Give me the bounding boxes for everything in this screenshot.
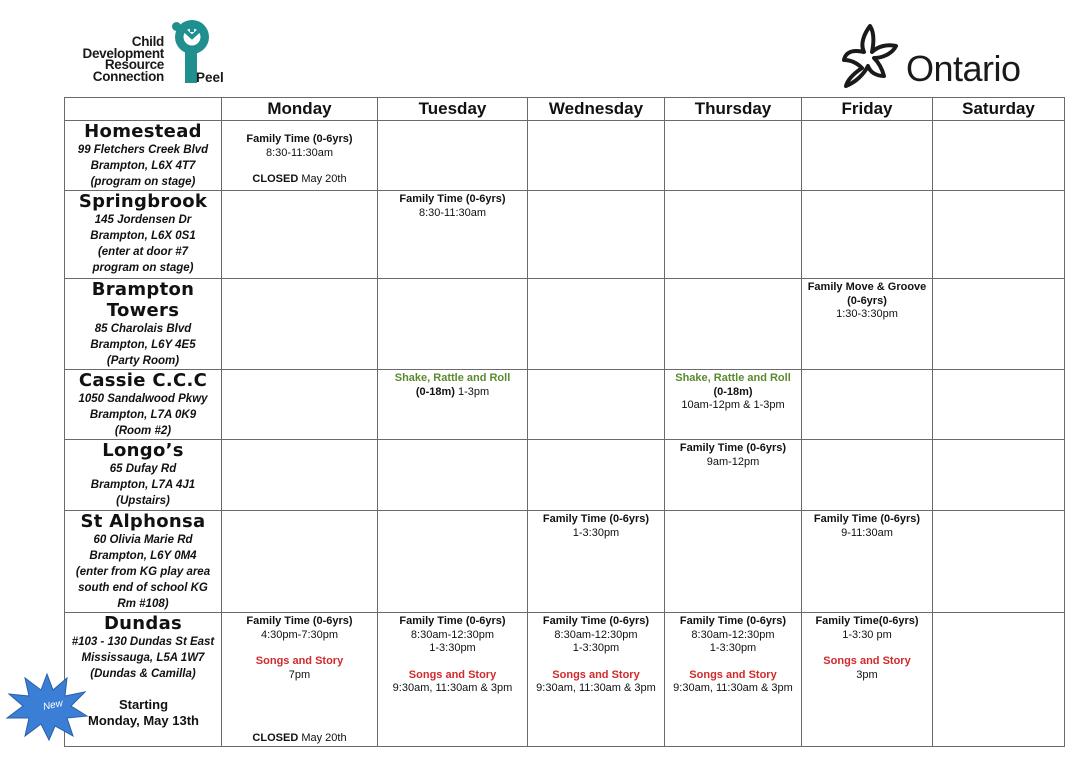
location-address: 65 Dufay Rd Brampton, L7A 4J1 (Upstairs) bbox=[90, 463, 196, 507]
empty-cell bbox=[528, 440, 665, 511]
empty-cell bbox=[378, 511, 528, 613]
location-st-alphonsa bbox=[65, 511, 222, 613]
event-cell: Family Time (0-6yrs) 4:30pm-7:30pm Songs and Story 7pm CLOSED May 20th bbox=[222, 613, 378, 747]
day-header-monday: Monday bbox=[222, 98, 378, 121]
event-cell: Family Time(0-6yrs) 1-3:30 pm Songs and Story 3pm bbox=[802, 613, 933, 747]
day-header-saturday: Saturday bbox=[933, 98, 1065, 121]
table-row bbox=[65, 191, 1065, 279]
empty-cell bbox=[528, 370, 665, 440]
empty-cell bbox=[665, 511, 802, 613]
empty-cell bbox=[802, 121, 933, 191]
empty-cell bbox=[933, 370, 1065, 440]
event-cell: Family Time (0-6yrs) 8:30-11:30am CLOSED May 20th bbox=[222, 121, 378, 191]
empty-cell bbox=[933, 613, 1065, 747]
location-name: Springbrook bbox=[78, 191, 208, 212]
empty-cell bbox=[802, 440, 933, 511]
table-row bbox=[65, 511, 1065, 613]
location-address: 85 Charolais Blvd Brampton, L6Y 4E5 (Party Room) bbox=[90, 323, 196, 367]
location-longos bbox=[65, 440, 222, 511]
header-row bbox=[65, 98, 1065, 121]
day-header-tuesday: Tuesday bbox=[378, 98, 528, 121]
empty-cell bbox=[378, 121, 528, 191]
location-address: #103 - 130 Dundas St East Mississauga, L5A 1W7 (Dundas & Camilla) bbox=[71, 636, 215, 680]
location-name: Brampton Towers bbox=[91, 279, 195, 321]
event-cell: Family Move & Groove (0-6yrs) 1:30-3:30pm bbox=[802, 279, 933, 370]
event-cell: Family Time (0-6yrs) 8:30am-12:30pm 1-3:30pm Songs and Story 9:30am, 11:30am & 3pm bbox=[378, 613, 528, 747]
empty-cell bbox=[802, 370, 933, 440]
event-cell: Family Time (0-6yrs) 1-3:30pm bbox=[528, 511, 665, 613]
event-cell: Family Time (0-6yrs) 8:30-11:30am bbox=[378, 191, 528, 279]
event-cell: Family Time (0-6yrs) 8:30am-12:30pm 1-3:30pm Songs and Story 9:30am, 11:30am & 3pm bbox=[665, 613, 802, 747]
table-row bbox=[65, 440, 1065, 511]
table-row bbox=[65, 121, 1065, 191]
empty-cell bbox=[933, 121, 1065, 191]
location-address: 1050 Sandalwood Pkwy Brampton, L7A 0K9 (Room #2) bbox=[78, 393, 208, 437]
location-address: 99 Fletchers Creek Blvd Brampton, L6X 4T7 (program on stage) bbox=[77, 144, 209, 188]
empty-cell bbox=[933, 191, 1065, 279]
empty-cell bbox=[528, 279, 665, 370]
location-address: 145 Jordensen Dr Brampton, L6X 0S1 (enter at door #7 program on stage) bbox=[90, 214, 196, 274]
day-header-wednesday: Wednesday bbox=[528, 98, 665, 121]
empty-cell bbox=[222, 191, 378, 279]
table-row bbox=[65, 370, 1065, 440]
empty-cell bbox=[378, 440, 528, 511]
cdrc-logo-peel: Peel bbox=[196, 70, 224, 85]
empty-cell bbox=[378, 279, 528, 370]
day-header-friday: Friday bbox=[802, 98, 933, 121]
event-cell: Shake, Rattle and Roll (0-18m) 1-3pm bbox=[378, 370, 528, 440]
ontario-logo bbox=[840, 20, 1040, 90]
table-row bbox=[65, 279, 1065, 370]
schedule-table bbox=[64, 97, 1065, 747]
empty-cell bbox=[222, 370, 378, 440]
ontario-wordmark: Ontario bbox=[906, 48, 1021, 89]
empty-cell bbox=[933, 279, 1065, 370]
empty-cell bbox=[802, 191, 933, 279]
empty-cell bbox=[222, 511, 378, 613]
event-cell: Shake, Rattle and Roll (0-18m) 10am-12pm & 1-3pm bbox=[665, 370, 802, 440]
event-cell: Family Time (0-6yrs) 8:30am-12:30pm 1-3:30pm Songs and Story 9:30am, 11:30am & 3pm bbox=[528, 613, 665, 747]
location-name: St Alphonsa bbox=[80, 511, 206, 532]
empty-cell bbox=[933, 440, 1065, 511]
location-brampton-towers bbox=[65, 279, 222, 370]
cdrc-peel-logo bbox=[72, 20, 232, 86]
table-row bbox=[65, 613, 1065, 747]
location-name: Homestead bbox=[84, 121, 202, 142]
location-homestead bbox=[65, 121, 222, 191]
location-cassie-ccc bbox=[65, 370, 222, 440]
empty-cell bbox=[665, 279, 802, 370]
trillium-icon bbox=[840, 20, 906, 88]
empty-cell bbox=[528, 191, 665, 279]
cdrc-logo-text: Child Development Resource Connection bbox=[82, 34, 164, 84]
empty-cell bbox=[528, 121, 665, 191]
location-springbrook bbox=[65, 191, 222, 279]
location-name: Dundas bbox=[103, 613, 183, 634]
empty-cell bbox=[222, 440, 378, 511]
closed-note: CLOSED May 20th bbox=[252, 731, 347, 744]
header-corner-cell bbox=[65, 98, 222, 121]
location-name: Longo’s bbox=[102, 440, 184, 461]
empty-cell bbox=[665, 191, 802, 279]
empty-cell bbox=[222, 279, 378, 370]
empty-cell bbox=[933, 511, 1065, 613]
empty-cell bbox=[665, 121, 802, 191]
event-cell: Family Time (0-6yrs) 9am-12pm bbox=[665, 440, 802, 511]
day-header-thursday: Thursday bbox=[665, 98, 802, 121]
event-cell: Family Time (0-6yrs) 9-11:30am bbox=[802, 511, 933, 613]
location-address: 60 Olivia Marie Rd Brampton, L6Y 0M4 (enter from KG play area south end of school KG Rm #108) bbox=[75, 534, 211, 610]
starting-date-note: Starting Monday, May 13th bbox=[87, 697, 199, 728]
new-badge-label: New bbox=[42, 698, 64, 713]
location-name: Cassie C.C.C bbox=[78, 370, 208, 391]
